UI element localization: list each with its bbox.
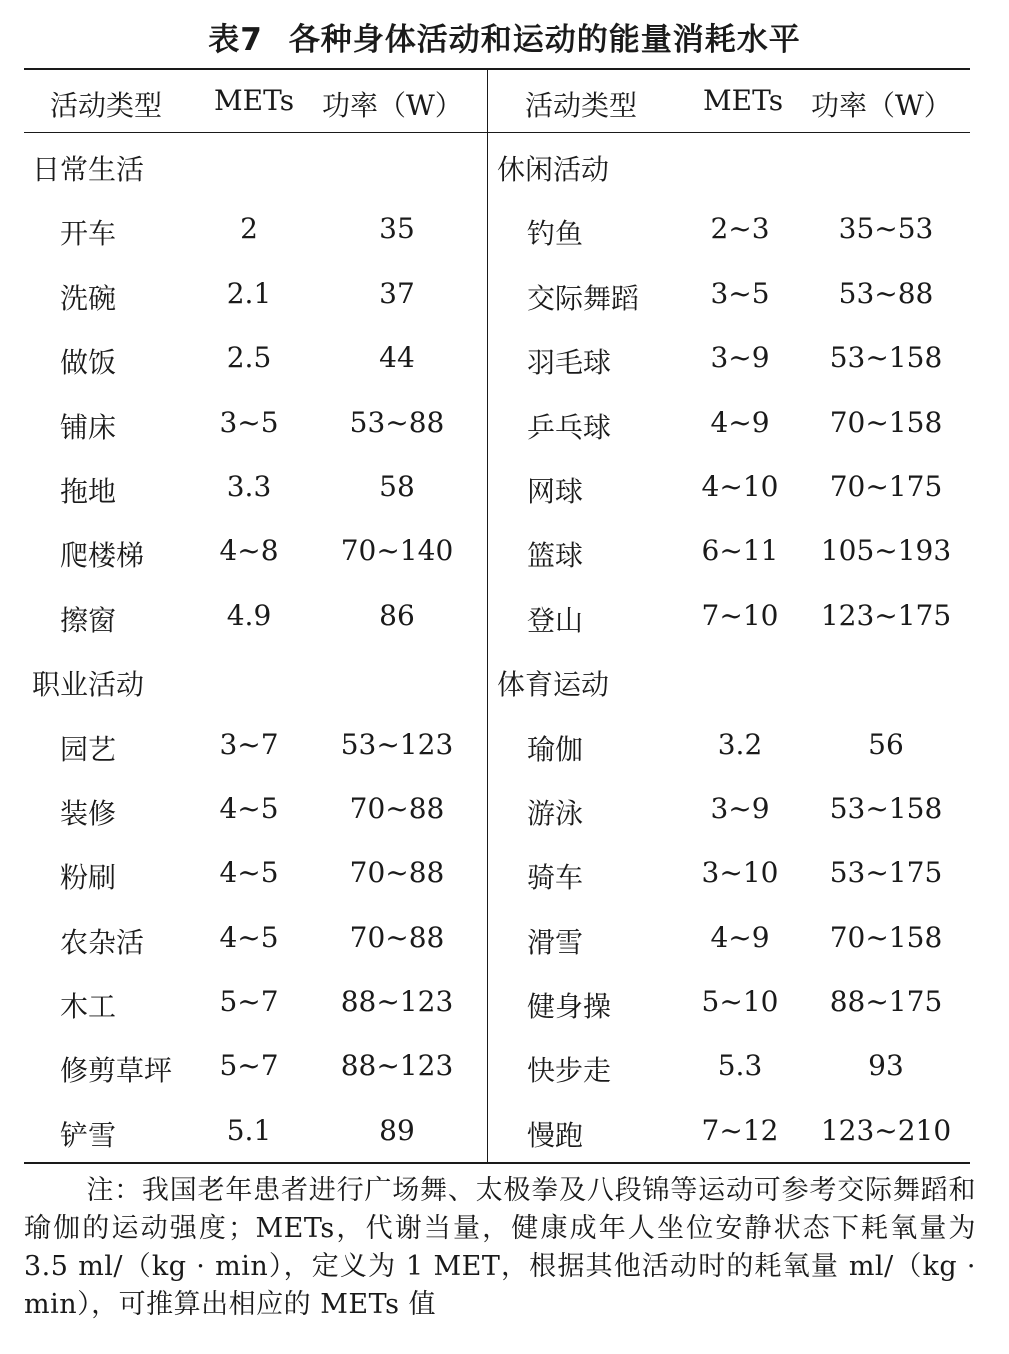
- activity-name: 铺床: [60, 410, 117, 444]
- mets-value: 3~5: [219, 405, 279, 439]
- power-value: 53~88: [838, 276, 934, 310]
- left-panel: [26, 70, 488, 1152]
- power-value: 53~158: [829, 341, 943, 375]
- power-value: 105~193: [820, 534, 952, 568]
- activity-name: 装修: [60, 796, 117, 830]
- mets-value: 5.3: [717, 1049, 763, 1083]
- table-row: [489, 520, 970, 584]
- table-row: [26, 585, 488, 649]
- header-activity: 活动类型: [50, 89, 163, 122]
- activity-name: 网球: [527, 474, 584, 508]
- power-value: 123~210: [820, 1113, 952, 1147]
- mets-value: 4~5: [219, 791, 279, 825]
- power-value: 35: [379, 212, 415, 246]
- header-power: 功率（W）: [322, 89, 463, 122]
- power-value: 44: [379, 341, 415, 375]
- table-title-text: 各种身体活动和运动的能量消耗水平: [288, 22, 801, 58]
- activity-name: 木工: [60, 990, 117, 1024]
- power-value: 70~88: [349, 856, 445, 890]
- activity-name: 快步走: [527, 1054, 612, 1088]
- right-panel: [489, 70, 970, 1152]
- mets-value: 7~10: [701, 598, 779, 632]
- table-note: [24, 1172, 976, 1324]
- mets-value: 5~7: [219, 985, 279, 1019]
- mets-value: 6~11: [701, 534, 779, 568]
- power-value: 53~175: [829, 856, 943, 890]
- power-value: 86: [379, 598, 415, 632]
- table-row: [26, 714, 488, 778]
- power-value: 70~88: [349, 791, 445, 825]
- mets-value: 3~10: [701, 856, 779, 890]
- right-table-body: [489, 134, 970, 1164]
- header-row: [26, 70, 488, 132]
- activity-name: 修剪草坪: [60, 1054, 173, 1088]
- header-rule: [24, 132, 970, 133]
- table-row: [489, 714, 970, 778]
- mets-value: 2.5: [226, 341, 272, 375]
- activity-name: 滑雪: [527, 925, 584, 959]
- activity-name: 乒乓球: [527, 410, 612, 444]
- table-row: [489, 392, 970, 456]
- activity-name: 园艺: [60, 732, 117, 766]
- category-label: 职业活动: [32, 668, 145, 702]
- table-row: [26, 327, 488, 391]
- power-value: 56: [868, 727, 904, 761]
- activity-name: 铲雪: [60, 1118, 117, 1152]
- mets-value: 4~10: [701, 469, 779, 503]
- mets-value: 3.3: [226, 469, 272, 503]
- table-row: [489, 907, 970, 971]
- category-label: 日常生活: [32, 153, 145, 186]
- mets-value: 3.2: [717, 727, 763, 761]
- mets-value: 3~9: [710, 791, 770, 825]
- mets-value: 3~5: [710, 276, 770, 310]
- mets-value: 2.1: [226, 276, 272, 310]
- activity-name: 羽毛球: [527, 346, 612, 380]
- power-value: 70~158: [829, 920, 943, 954]
- table-row: [489, 842, 970, 906]
- activity-name: 擦窗: [60, 603, 117, 637]
- table-row: [26, 263, 488, 327]
- table-row: [489, 327, 970, 391]
- mets-value: 5.1: [226, 1113, 272, 1147]
- activity-name: 登山: [527, 603, 584, 637]
- mets-value: 4.9: [226, 598, 272, 632]
- table-row: [489, 778, 970, 842]
- table-row: [489, 585, 970, 649]
- power-value: 70~140: [340, 534, 454, 568]
- table-row: [26, 1100, 488, 1164]
- category-row: [26, 649, 488, 713]
- mets-value: 3~7: [219, 727, 279, 761]
- power-value: 53~123: [340, 727, 454, 761]
- activity-name: 粉刷: [60, 861, 117, 895]
- category-row: [26, 134, 488, 198]
- mets-value: 5~10: [701, 985, 779, 1019]
- mets-value: 2~3: [710, 212, 770, 246]
- activity-name: 钓鱼: [527, 217, 584, 251]
- activity-name: 拖地: [60, 474, 117, 508]
- header-mets: METs: [703, 84, 784, 117]
- power-value: 93: [868, 1049, 904, 1083]
- power-value: 88~175: [829, 985, 943, 1019]
- activity-name: 慢跑: [527, 1118, 584, 1152]
- mets-value: 4~8: [219, 534, 279, 568]
- table-row: [26, 198, 488, 262]
- table-row: [26, 907, 488, 971]
- power-value: 88~123: [340, 1049, 454, 1083]
- table-row: [489, 1035, 970, 1099]
- activity-name: 篮球: [527, 539, 584, 573]
- mets-value: 4~9: [710, 405, 770, 439]
- table-row: [489, 971, 970, 1035]
- table-title: [0, 14, 1009, 59]
- activity-name: 游泳: [527, 796, 584, 830]
- power-value: 53~158: [829, 791, 943, 825]
- table-row: [489, 198, 970, 262]
- power-value: 37: [379, 276, 415, 310]
- header-row: [489, 70, 970, 132]
- table-row: [26, 1035, 488, 1099]
- table-row: [26, 778, 488, 842]
- table-row: [26, 392, 488, 456]
- header-mets: METs: [214, 84, 295, 117]
- mets-value: 3~9: [710, 341, 770, 375]
- activity-name: 开车: [60, 217, 117, 251]
- mets-value: 5~7: [219, 1049, 279, 1083]
- activity-name: 健身操: [527, 990, 612, 1024]
- activity-name: 爬楼梯: [60, 539, 145, 573]
- power-value: 70~88: [349, 920, 445, 954]
- mets-value: 4~9: [710, 920, 770, 954]
- activity-name: 洗碗: [60, 281, 117, 315]
- table-row: [26, 842, 488, 906]
- category-label: 休闲活动: [497, 153, 610, 186]
- mets-value: 2: [240, 212, 258, 246]
- power-value: 53~88: [349, 405, 445, 439]
- power-value: 58: [379, 469, 415, 503]
- power-value: 89: [379, 1113, 415, 1147]
- mets-value: 4~5: [219, 856, 279, 890]
- activity-name: 骑车: [527, 861, 584, 895]
- activity-name: 做饭: [60, 346, 117, 380]
- table-row: [26, 971, 488, 1035]
- power-value: 35~53: [838, 212, 934, 246]
- power-value: 88~123: [340, 985, 454, 1019]
- activity-name: 瑜伽: [527, 732, 584, 766]
- mets-value: 7~12: [701, 1113, 779, 1147]
- table-number: 表7: [208, 22, 263, 58]
- power-value: 70~175: [829, 469, 943, 503]
- left-table-body: [26, 134, 488, 1164]
- table-row: [489, 263, 970, 327]
- table-row: [489, 456, 970, 520]
- table-note-text: 注：我国老年患者进行广场舞、太极拳及八段锦等运动可参考交际舞蹈和瑜伽的运动强度；METs，代谢当量，健康成年人坐位安静状态下耗氧量为 3.5 ml/（kg · min），定义为 1 MET，根据其他活动时的耗氧量 ml/（kg · min），可推算出相应的 METs 值: [24, 1175, 976, 1320]
- category-row: [489, 649, 970, 713]
- activity-name: 交际舞蹈: [527, 281, 640, 315]
- mets-value: 4~5: [219, 920, 279, 954]
- category-row: [489, 134, 970, 198]
- table-row: [489, 1100, 970, 1164]
- power-value: 123~175: [820, 598, 952, 632]
- table-row: [26, 456, 488, 520]
- category-label: 体育运动: [497, 668, 610, 702]
- header-power: 功率（W）: [811, 89, 952, 122]
- table-row: [26, 520, 488, 584]
- header-activity: 活动类型: [525, 89, 638, 122]
- activity-name: 农杂活: [60, 925, 145, 959]
- power-value: 70~158: [829, 405, 943, 439]
